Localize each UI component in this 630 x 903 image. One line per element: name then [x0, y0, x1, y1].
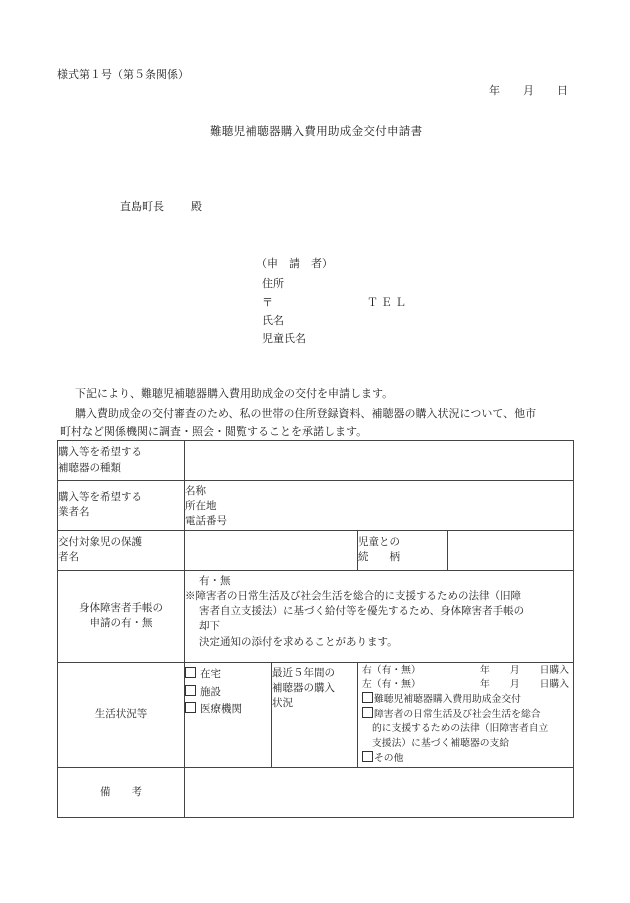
- row-disability: [58, 570, 574, 662]
- applicant-name-label: 氏名: [262, 314, 284, 327]
- disability-label-line2: 申請の有・無: [89, 617, 153, 630]
- child-name-label: 児童氏名: [262, 332, 306, 345]
- row-living-status: [58, 662, 574, 767]
- left-ear-row: [362, 678, 569, 692]
- row-vendor: [58, 481, 574, 531]
- law-label-line1: 障害者の日常生活及び社会生活を総合: [374, 709, 541, 721]
- left-month-label: 月: [509, 678, 520, 690]
- recent-purchase-line1: 最近５年間の: [272, 666, 335, 679]
- home-checkbox[interactable]: [185, 667, 196, 678]
- disability-note-line3: 却下: [199, 620, 220, 633]
- addressee-honorific: 殿: [191, 200, 202, 213]
- intro-line-3: 町村など関係機関に調査・照会・閲覧することを承諾します。: [60, 425, 368, 438]
- recent-purchase-label: [272, 662, 358, 767]
- option-medical[interactable]: [185, 701, 271, 719]
- purchase-option-other[interactable]: [362, 751, 569, 766]
- application-table: [57, 440, 574, 818]
- disability-label: [58, 570, 185, 662]
- form-number: 様式第１号（第５条関係）: [57, 68, 189, 81]
- guardian-label-line2: 者名: [58, 551, 79, 564]
- vendor-phone-label: 電話番号: [185, 515, 227, 528]
- guardian-label: [58, 530, 185, 570]
- living-status-label-text: 生活状況等: [94, 708, 148, 721]
- row-hearing-aid-type: [58, 441, 574, 481]
- other-label: その他: [374, 752, 404, 764]
- disability-note-line4: 決定通知の添付を求めることがあります。: [199, 635, 398, 648]
- recent-purchase-line2: 補聴器の購入: [272, 681, 335, 694]
- left-ear-yes-no[interactable]: 左（有・無）: [362, 678, 421, 690]
- row-remarks: [58, 768, 574, 818]
- recent-purchase-line3: 状況: [272, 697, 293, 710]
- postal-mark: 〒: [262, 296, 273, 309]
- medical-checkbox[interactable]: [185, 702, 196, 713]
- home-label: 在宅: [200, 667, 221, 680]
- row-guardian: [58, 530, 574, 570]
- option-home[interactable]: [185, 666, 271, 684]
- left-day-purchase-label: 日購入: [539, 678, 569, 690]
- tel-label: ＴＥＬ: [367, 296, 409, 309]
- left-year-label: 年: [480, 678, 490, 690]
- law-label-line2: 的に支援するための法律（旧障害者自立: [372, 723, 549, 735]
- guardian-label-line1: 交付対象児の保護: [58, 535, 142, 548]
- addressee-name: 直島町長: [120, 200, 164, 213]
- remarks-label-text: 備 考: [100, 785, 142, 798]
- vendor-location-label: 所在地: [185, 500, 217, 513]
- intro-line-2: 購入費助成金の交付審査のため、私の世帯の住所登録資料、補聴器の購入状況について、他市: [75, 407, 537, 420]
- relation-input[interactable]: [448, 530, 574, 570]
- intro-line-1: 下記により、難聴児補聴器購入費用助成金の交付を申請します。: [75, 387, 394, 400]
- facility-checkbox[interactable]: [185, 685, 196, 696]
- hearing-aid-type-label-line2: 補聴器の種類: [58, 461, 121, 474]
- facility-label: 施設: [200, 685, 221, 698]
- relation-label-line2: 続 柄: [358, 551, 400, 564]
- date-month-label: 月: [523, 84, 534, 97]
- vendor-input[interactable]: [185, 481, 574, 531]
- subsidy-label: 難聴児補聴器購入費用助成金交付: [374, 694, 521, 706]
- subsidy-checkbox[interactable]: [362, 692, 373, 703]
- disability-note-line1: ※障害者の日常生活及び社会生活を総合的に支援するための法律（旧障: [185, 589, 521, 602]
- vendor-label-line1: 購入等を希望する: [58, 491, 142, 504]
- disability-yes-no[interactable]: 有・無: [199, 574, 231, 587]
- medical-label: 医療機関: [200, 703, 242, 716]
- purchase-option-subsidy[interactable]: [362, 692, 569, 707]
- right-ear-yes-no[interactable]: 右（有・無）: [362, 664, 421, 676]
- disability-note-line2: 害者自立支援法）に基づく給付等を優先するため、身体障害者手帳の: [199, 605, 525, 618]
- hearing-aid-type-input[interactable]: [185, 441, 574, 481]
- vendor-name-label: 名称: [185, 485, 206, 497]
- living-status-label: [58, 662, 185, 767]
- remarks-input[interactable]: [185, 768, 574, 818]
- law-label-line3: 支援法）に基づく補聴器の支給: [372, 737, 510, 749]
- date-year-label: 年: [489, 84, 500, 97]
- right-ear-row: [362, 664, 569, 678]
- guardian-name-input[interactable]: [185, 530, 358, 570]
- hearing-aid-type-label-line1: 購入等を希望する: [58, 446, 142, 459]
- remarks-label: [58, 768, 185, 818]
- living-options: [185, 662, 272, 767]
- other-checkbox[interactable]: [362, 751, 373, 762]
- applicant-heading: （申 請 者）: [256, 257, 333, 270]
- relation-label-line1: 児童との: [358, 535, 400, 548]
- recent-purchase-detail: [358, 662, 574, 767]
- disability-content: [185, 570, 574, 662]
- option-facility[interactable]: [185, 684, 271, 702]
- right-year-label: 年: [480, 664, 490, 676]
- right-day-purchase-label: 日購入: [539, 664, 569, 676]
- purchase-option-law[interactable]: [362, 707, 569, 722]
- vendor-label-line2: 業者名: [58, 506, 90, 519]
- date-day-label: 日: [557, 84, 568, 97]
- vendor-label: [58, 481, 185, 531]
- relation-label: [358, 530, 448, 570]
- address-label: 住所: [262, 277, 284, 290]
- right-month-label: 月: [509, 664, 520, 676]
- law-checkbox[interactable]: [362, 707, 373, 718]
- hearing-aid-type-label: [58, 441, 185, 481]
- document-title: 難聴児補聴器購入費用助成金交付申請書: [210, 124, 423, 138]
- disability-label-line1: 身体障害者手帳の: [79, 601, 163, 614]
